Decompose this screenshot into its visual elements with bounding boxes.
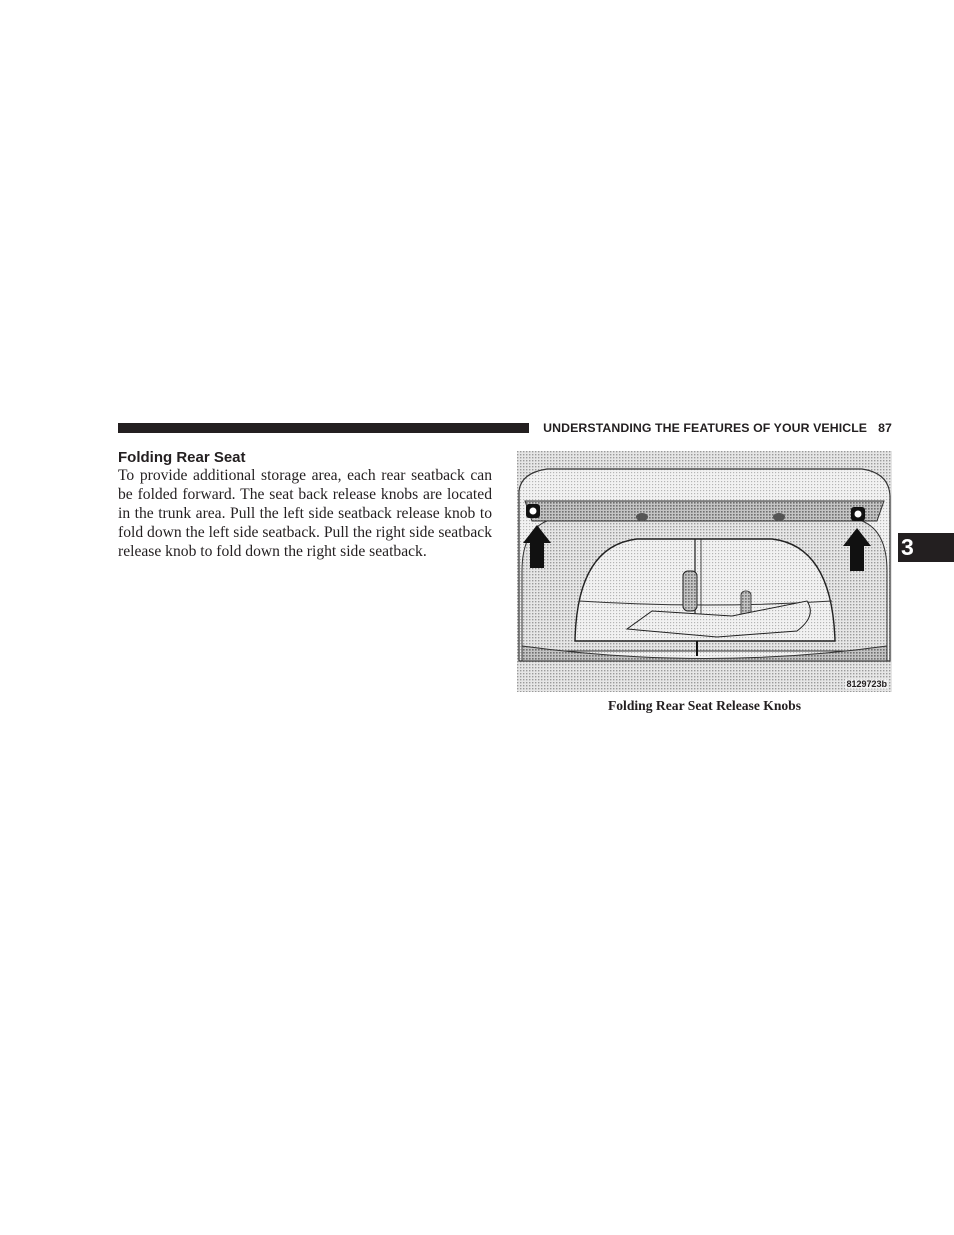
body-paragraph: To provide additional storage area, each rear seatback can be folded forward. The seat back release knobs are located in the trunk area. Pull the left side seatback release knob to fold down the left side seatback. Pull the right side seatback release knob to fold down the right side seatback. [118,467,492,560]
figure-code: 8129723b [846,679,887,689]
section-title: Folding Rear Seat [118,449,246,466]
header-rule [118,423,529,433]
trunk-drawing [517,451,892,692]
chapter-tab: 3 [898,533,954,562]
running-title: UNDERSTANDING THE FEATURES OF YOUR VEHICLE [543,421,868,435]
trunk-illustration [517,451,892,692]
page-number: 87 [878,421,892,435]
figure-caption: Folding Rear Seat Release Knobs [607,698,802,713]
running-header [538,420,892,436]
